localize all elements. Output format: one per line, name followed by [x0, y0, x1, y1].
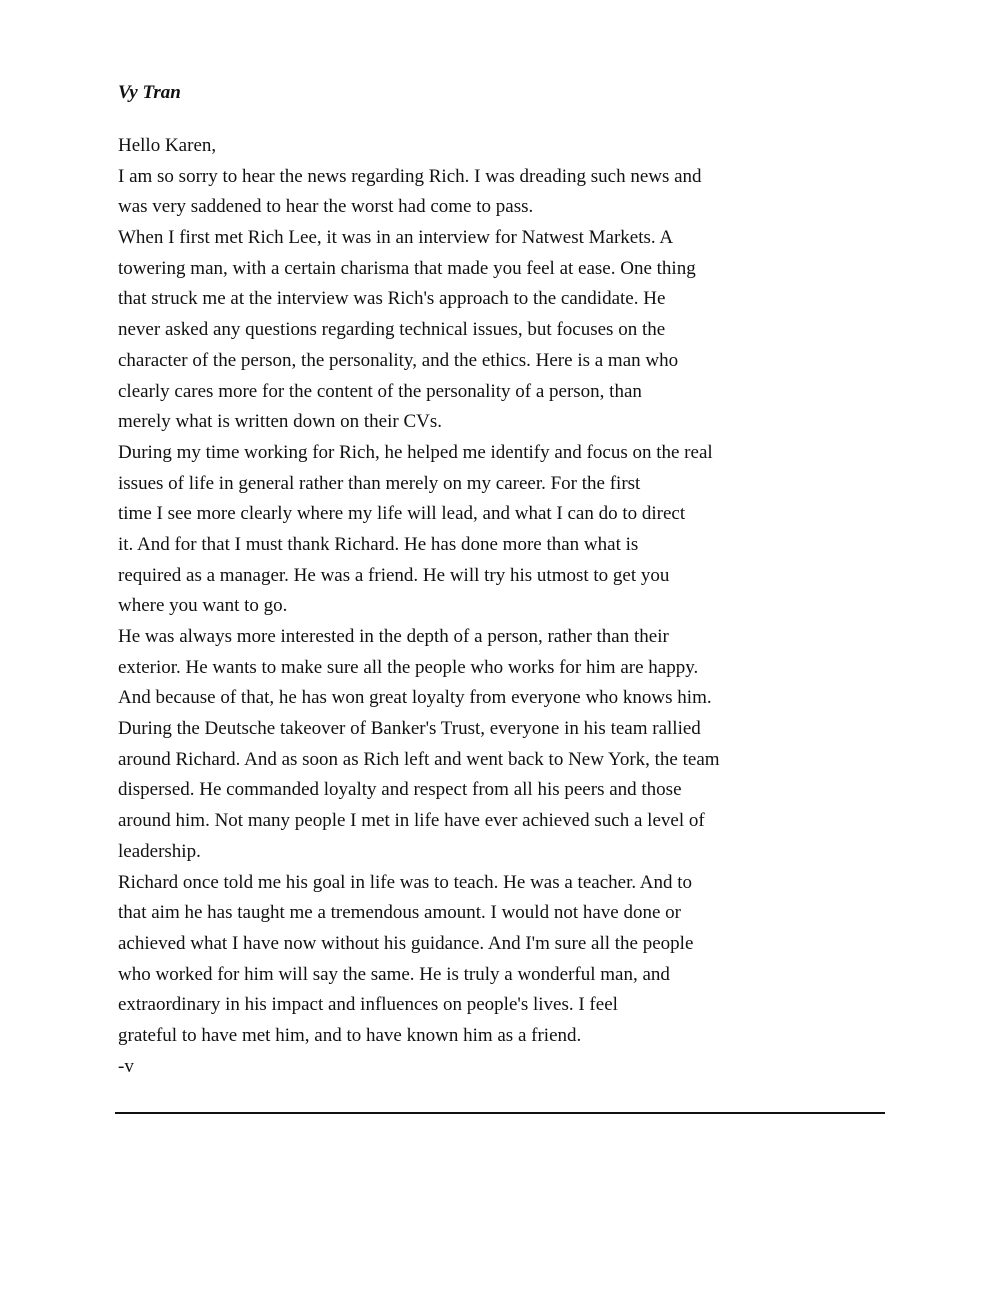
- letter-line: that struck me at the interview was Rich's approach to the candidate. He: [118, 288, 666, 310]
- letter-line: -v: [118, 1055, 134, 1077]
- letter-line: merely what is written down on their CVs.: [118, 411, 443, 433]
- letter-line: that aim he has taught me a tremendous amount. I would not have done or: [118, 902, 681, 924]
- letter-line: was very saddened to hear the worst had come to pass.: [118, 196, 534, 218]
- letter-line: When I first met Rich Lee, it was in an interview for Natwest Markets. A: [118, 227, 674, 249]
- letter-line: time I see more clearly where my life will lead, and what I can do to direct: [118, 503, 686, 525]
- letter-line: extraordinary in his impact and influences on people's lives. I feel: [118, 994, 618, 1016]
- letter-line: never asked any questions regarding technical issues, but focuses on the: [118, 319, 666, 341]
- letter-line: towering man, with a certain charisma that made you feel at ease. One thing: [118, 257, 696, 279]
- horizontal-rule: [115, 1112, 885, 1114]
- letter-line: where you want to go.: [118, 595, 288, 617]
- letter-line: character of the person, the personality, and the ethics. Here is a man who: [118, 349, 679, 371]
- letter-body: [118, 131, 878, 1082]
- letter-line: achieved what I have now without his guidance. And I'm sure all the people: [118, 932, 694, 954]
- letter-line: dispersed. He commanded loyalty and respect from all his peers and those: [118, 779, 682, 801]
- letter-line: He was always more interested in the depth of a person, rather than their: [118, 626, 669, 647]
- letter-line: And because of that, he has won great loyalty from everyone who knows him.: [118, 687, 712, 709]
- letter-line: Hello Karen,: [118, 135, 217, 156]
- letter-line: I am so sorry to hear the news regarding Rich. I was dreading such news and: [118, 165, 702, 187]
- letter-line: Richard once told me his goal in life was to teach. He was a teacher. And to: [118, 871, 693, 893]
- letter-line: exterior. He wants to make sure all the people who works for him are happy.: [118, 656, 699, 678]
- letter-line: around Richard. And as soon as Rich left and went back to New York, the team: [118, 748, 720, 770]
- letter-line: During my time working for Rich, he helped me identify and focus on the real: [118, 441, 713, 463]
- letter-line: clearly cares more for the content of the personality of a person, than: [118, 380, 642, 402]
- letter-line: During the Deutsche takeover of Banker's Trust, everyone in his team rallied: [118, 718, 701, 740]
- letter-line: grateful to have met him, and to have known him as a friend.: [118, 1024, 582, 1046]
- letter-line: who worked for him will say the same. He is truly a wonderful man, and: [118, 963, 670, 985]
- letter-line: around him. Not many people I met in life have ever achieved such a level of: [118, 810, 705, 832]
- author-name: Vy Tran: [118, 82, 181, 103]
- letter-line: issues of life in general rather than merely on my career. For the first: [118, 472, 641, 494]
- letter-line: it. And for that I must thank Richard. He has done more than what is: [118, 533, 639, 555]
- letter-line: required as a manager. He was a friend. He will try his utmost to get you: [118, 564, 670, 586]
- letter-line: leadership.: [118, 840, 201, 862]
